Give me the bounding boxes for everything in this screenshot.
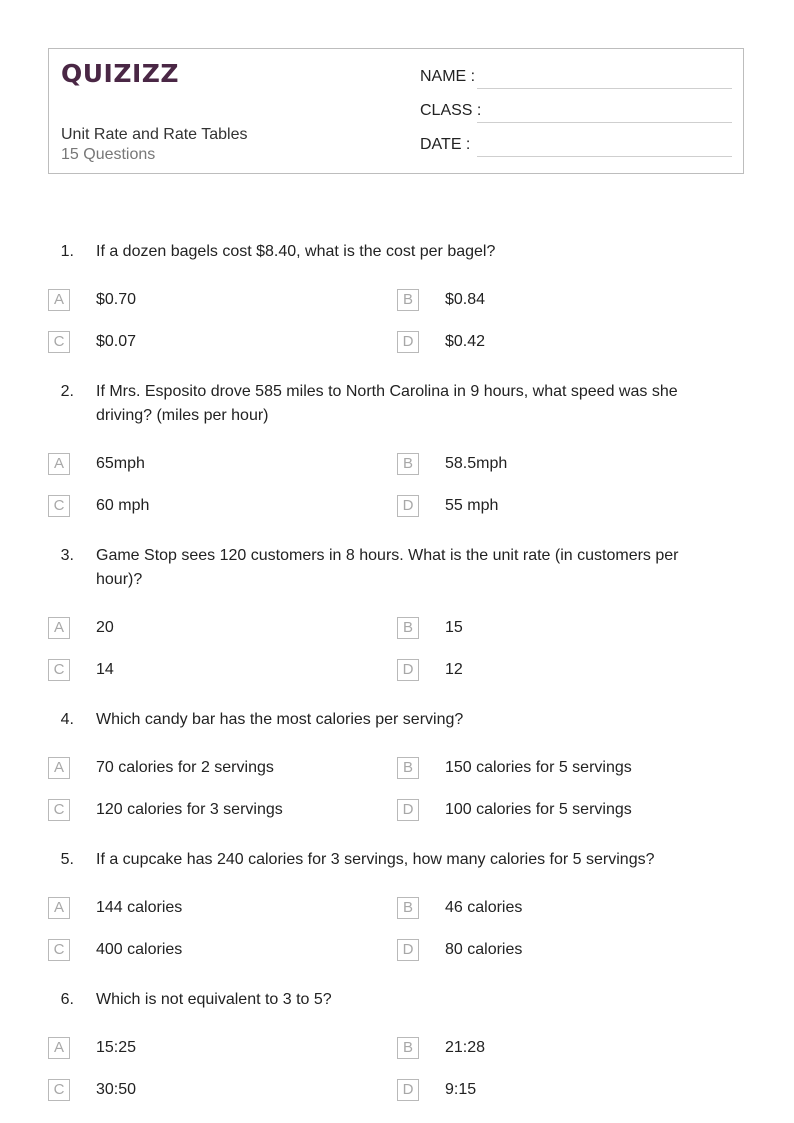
option-d-text: 80 calories — [445, 941, 523, 958]
option-b-box[interactable]: B — [397, 289, 419, 311]
option-b-text: 58.5mph — [445, 455, 508, 472]
name-label: NAME : — [420, 68, 476, 85]
question-text: Which candy bar has the most calories per serving? — [96, 711, 464, 728]
option-b-box[interactable]: B — [397, 453, 419, 475]
option-c-box[interactable]: C — [48, 939, 70, 961]
question-text: If Mrs. Esposito drove 585 miles to North Carolina in 9 hours, what speed was she driving? (miles per hour) — [96, 383, 678, 424]
option-c-text: $0.07 — [96, 333, 137, 350]
option-a-box[interactable]: A — [48, 757, 70, 779]
option-b-text: 21:28 — [445, 1039, 486, 1056]
question-count: 15 Questions — [61, 146, 156, 163]
option-a-text: 144 calories — [96, 899, 183, 916]
quizizz-logo: QUIZIZZ — [61, 59, 180, 88]
option-a-box[interactable]: A — [48, 897, 70, 919]
option-d-box[interactable]: D — [397, 495, 419, 517]
question-number: 1. — [60, 243, 74, 260]
question-number: 6. — [60, 991, 74, 1008]
option-c-text: 400 calories — [96, 941, 183, 958]
name-line — [477, 88, 732, 89]
question-text: If a cupcake has 240 calories for 3 servings, how many calories for 5 servings? — [96, 851, 655, 868]
date-label: DATE : — [420, 136, 471, 153]
question-text: If a dozen bagels cost $8.40, what is the cost per bagel? — [96, 243, 496, 260]
option-d-box[interactable]: D — [397, 939, 419, 961]
worksheet-header — [48, 48, 744, 174]
option-b-box[interactable]: B — [397, 1037, 419, 1059]
option-c-box[interactable]: C — [48, 1079, 70, 1101]
option-c-box[interactable]: C — [48, 799, 70, 821]
question-number: 4. — [60, 711, 74, 728]
worksheet-title: Unit Rate and Rate Tables — [61, 126, 248, 143]
option-c-text: 120 calories for 3 servings — [96, 801, 283, 818]
question-text: Game Stop sees 120 customers in 8 hours. What is the unit rate (in customers per hour)? — [96, 547, 679, 588]
option-a-box[interactable]: A — [48, 617, 70, 639]
option-c-text: 60 mph — [96, 497, 150, 514]
option-a-text: 65mph — [96, 455, 145, 472]
question-number: 5. — [60, 851, 74, 868]
option-d-box[interactable]: D — [397, 331, 419, 353]
option-a-box[interactable]: A — [48, 289, 70, 311]
option-b-text: 15 — [445, 619, 463, 636]
option-d-box[interactable]: D — [397, 1079, 419, 1101]
option-d-box[interactable]: D — [397, 799, 419, 821]
question-number: 2. — [60, 383, 74, 400]
class-line — [477, 122, 732, 123]
option-b-box[interactable]: B — [397, 617, 419, 639]
option-c-box[interactable]: C — [48, 495, 70, 517]
option-c-box[interactable]: C — [48, 659, 70, 681]
option-c-text: 14 — [96, 661, 114, 678]
option-a-text: 20 — [96, 619, 114, 636]
option-a-text: 15:25 — [96, 1039, 137, 1056]
option-c-box[interactable]: C — [48, 331, 70, 353]
option-b-box[interactable]: B — [397, 897, 419, 919]
option-b-text: 46 calories — [445, 899, 523, 916]
option-a-box[interactable]: A — [48, 1037, 70, 1059]
option-d-text: 55 mph — [445, 497, 499, 514]
option-a-box[interactable]: A — [48, 453, 70, 475]
option-d-text: 9:15 — [445, 1081, 477, 1098]
option-b-box[interactable]: B — [397, 757, 419, 779]
option-d-box[interactable]: D — [397, 659, 419, 681]
option-a-text: 70 calories for 2 servings — [96, 759, 274, 776]
option-b-text: $0.84 — [445, 291, 486, 308]
class-label: CLASS : — [420, 102, 482, 119]
option-d-text: $0.42 — [445, 333, 486, 350]
option-d-text: 100 calories for 5 servings — [445, 801, 632, 818]
question-number: 3. — [60, 547, 74, 564]
option-b-text: 150 calories for 5 servings — [445, 759, 632, 776]
option-d-text: 12 — [445, 661, 463, 678]
option-c-text: 30:50 — [96, 1081, 137, 1098]
question-text: Which is not equivalent to 3 to 5? — [96, 991, 332, 1008]
option-a-text: $0.70 — [96, 291, 137, 308]
date-line — [477, 156, 732, 157]
